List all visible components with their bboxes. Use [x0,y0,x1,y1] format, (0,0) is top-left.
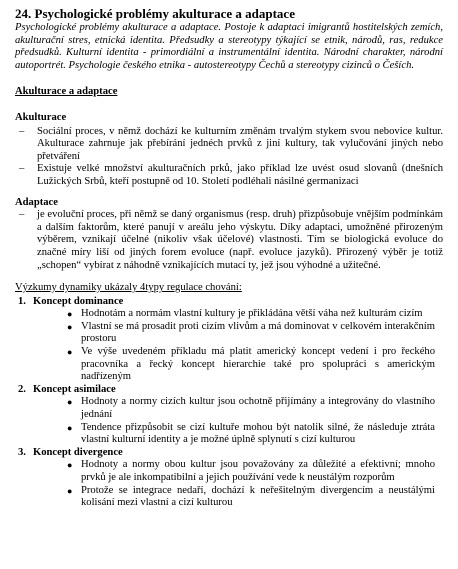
concept-item [15,384,443,447]
concept-item [15,447,443,510]
bullet-icon: ● [67,321,73,332]
bullet-item: ● Vlastní se má prosadit proti cizím vlivům a má dominovat v celkovém interakčním prostoru [67,320,435,345]
dash-marker: – [19,163,25,175]
concept-bullets [15,308,443,384]
page-title: 24. Psychologické problémy akulturace a adaptace [15,6,295,21]
concept-heading: 2. Koncept asimilace [18,383,116,395]
concept-bullets [15,459,443,509]
dash-marker: – [19,209,25,221]
list-item: – Existuje velké množství akulturačních prků, jako příklad lze uvést osud slovanů (dnešních Lužických Srbů, kteří postupně od 10. Století podléhali násilné germanizaci [19,163,443,187]
concept-bullets [15,396,443,446]
bullet-item: ● Protože se integrace nedaří, dochází k neřešitelným divergencím a neustálými kolisání mezi vlastní a cizí kulturou [67,484,435,509]
concept-heading: 1. Koncept dominance [18,295,124,307]
bullet-icon: ● [67,460,73,471]
bullet-icon: ● [67,422,73,433]
bullet-icon: ● [67,309,73,320]
concept-item [15,296,443,384]
concepts-list [15,296,443,510]
bullet-icon: ● [67,397,73,408]
bullet-item: ● Ve výše uvedeném příkladu má platit americký koncept vedení i pro řeckého pracovníka a řecký koncept hierarchie také pro spolupráci s americkým nadřízeným [67,346,435,383]
concept-heading: 3. Koncept divergence [18,446,123,458]
akulturace-heading: Akulturace [15,111,67,123]
dash-marker: – [19,125,25,137]
bullet-item: ● Hodnoty a normy cizích kultur jsou ochotně přijímány a integrovány do vlastního jednání [67,396,435,421]
section-title: Akulturace a adaptace [15,86,118,98]
research-heading: Výzkumy dynamiky ukázaly 4typy regulace chování: [15,282,242,294]
bullet-item: ● Hodnotám a normám vlastní kultury je přikládána větší váha než kulturám cizím [67,308,423,320]
intro-paragraph: Psychologické problémy akulturace a adaptace. Postoje k adaptaci imigrantů hostitelských zemích, akulturační stres, etnická identita. Předsudky a stereotypy týkající se etnik, národů, ras, redukce předsudků. Kulturní identita - primordiální a instrumentální identita. Národní charakter, národní autoportrét. Psychologie českého etnika - autostereotypy Čechů a stereotypy cizinců o Češích. [15,22,443,71]
bullet-icon: ● [67,485,73,496]
bullet-item: ● Hodnoty a normy obou kultur jsou považovány za důležité a efektivní; mnoho prvků je ale inkompatibilní a jejich používání vede k neustálým rozporům [67,459,435,483]
bullet-item: ● Tendence přizpůsobit se cizí kultuře mohou být natolik silné, že následuje ztráta vlastní kulturní identity a je možné úplně splynutí s cizí kulturou [67,421,435,446]
adaptace-heading: Adaptace [15,196,58,208]
bullet-icon: ● [67,347,73,358]
adaptace-paragraph: – je evoluční proces, při němž se daný organismus (resp. druh) přizpůsobuje vnějším podmínkám a dalším faktorům, které panují v areálu jeho výskytu. Díky adaptaci, umožněné přirozeným výběrem, vznikají účelné (nikoliv však účelové) vlastnosti. Tím se biologická evoluce do značné míry liší od jiných forem evoluce (např. evoluce jazyků). Přirozený výběr je totiž „schopen“ vybírat z náhodně vznikajících mutací ty, jež jsou výhodné a užitečné. [19,209,443,271]
list-item: – Sociální proces, v němž dochází ke kulturním změnám trvalým stykem svou nebovice kultur. Akulturace zahrnuje jak přebírání jednéch prvků z jiní kultury, tak vylučování jiných nebo přetváření [19,125,443,162]
akulturace-list [15,126,443,189]
